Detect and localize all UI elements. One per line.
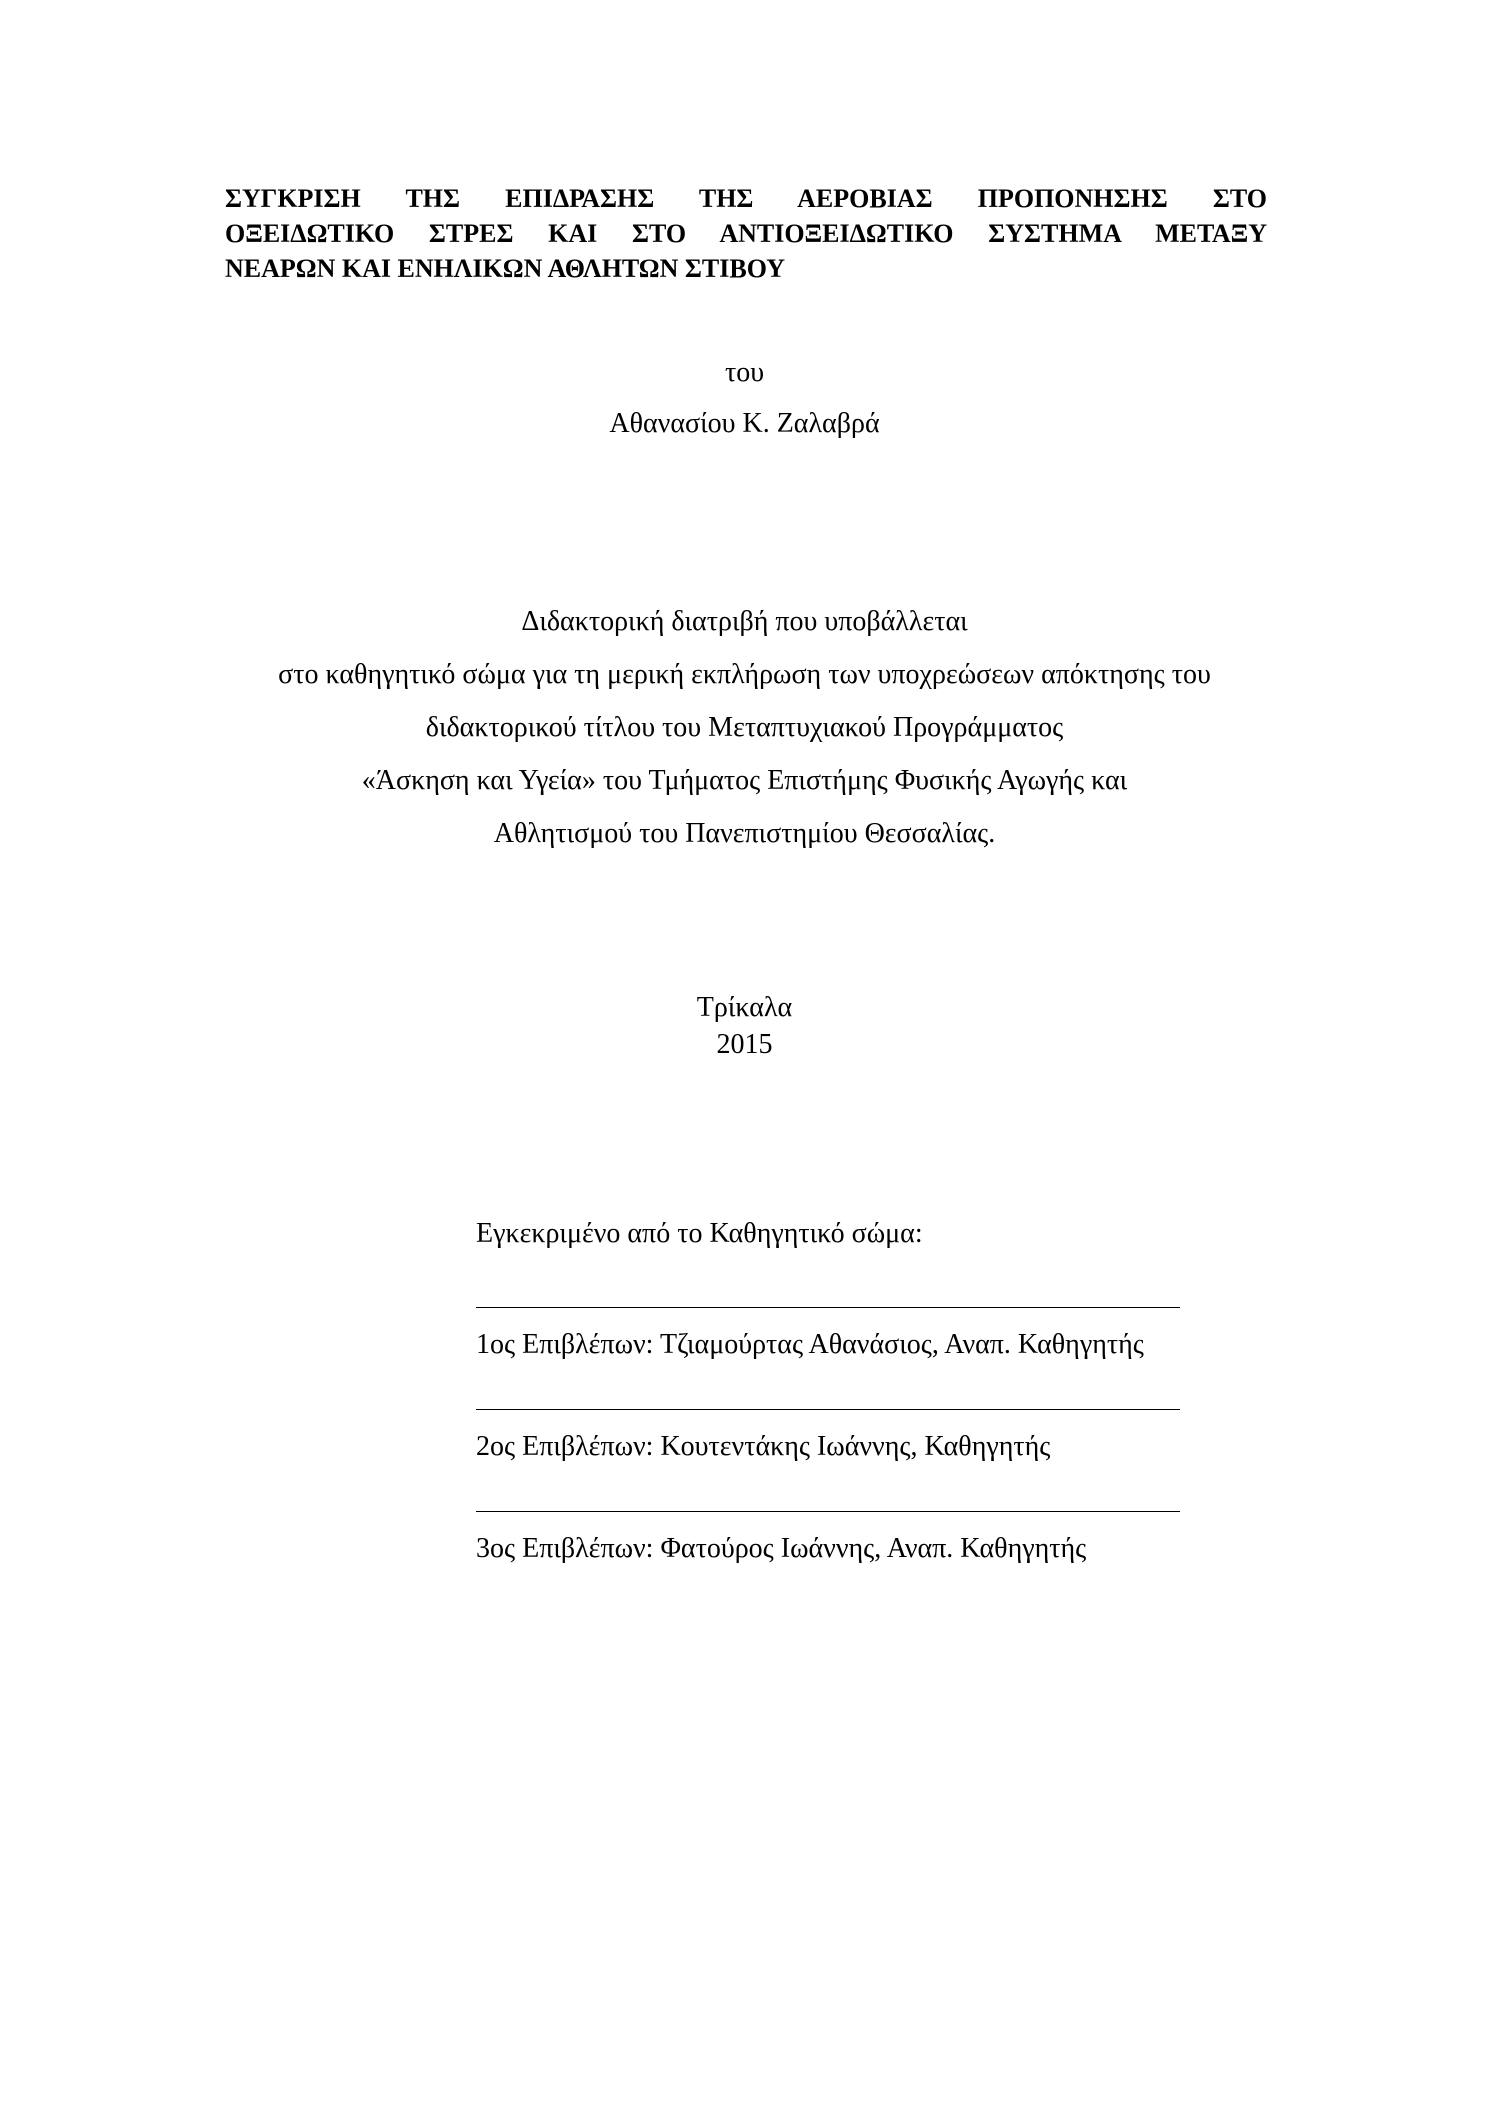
signature-line-2 [476, 1409, 1180, 1410]
thesis-line-1: Διδακτορική διατριβή που υποβάλλεται [521, 606, 968, 637]
committee-member-3: 3ος Επιβλέπων: Φατούρος Ιωάννης, Αναπ. Καθηγητής [476, 1533, 1087, 1564]
thesis-line-5: Αθλητισμού του Πανεπιστημίου Θεσσαλίας. [493, 818, 996, 849]
signature-line-1 [476, 1307, 1180, 1308]
by-label: του [724, 357, 765, 388]
place-and-date [0, 989, 1489, 1063]
thesis-statement [0, 595, 1489, 860]
thesis-line-4: «Άσκηση και Υγεία» του Τμήματος Επιστήμης Φυσικής Αγωγής και [361, 765, 1128, 796]
thesis-line-2: στο καθηγητικό σώμα για τη μερική εκπλήρωση των υποχρεώσεων απόκτησης του [278, 659, 1211, 690]
title-line-1: ΣΥΓΚΡΙΣΗ ΤΗΣ ΕΠΙΔΡΑΣΗΣ ΤΗΣ ΑΕΡΟΒΙΑΣ ΠΡΟΠΟΝΗΣΗΣ ΣΤΟ [225, 184, 1267, 213]
title-line-2: ΟΞΕΙΔΩΤΙΚΟ ΣΤΡΕΣ ΚΑΙ ΣΤΟ ΑΝΤΙΟΞΕΙΔΩΤΙΚΟ ΣΥΣΤΗΜΑ ΜΕΤΑΞΥ [225, 219, 1267, 248]
committee-member-1: 1ος Επιβλέπων: Τζιαμούρτας Αθανάσιος, Αναπ. Καθηγητής [476, 1329, 1144, 1360]
committee-heading: Εγκεκριμένο από το Καθηγητικό σώμα: [476, 1218, 923, 1249]
signature-line-3 [476, 1511, 1180, 1512]
thesis-line-3: διδακτορικού τίτλου του Μεταπτυχιακού Προγράμματος [425, 712, 1064, 743]
city: Τρίκαλα [696, 992, 793, 1023]
committee-member-2: 2ος Επιβλέπων: Κουτεντάκης Ιωάννης, Καθηγητής [476, 1431, 1051, 1462]
title-line-3: ΝΕΑΡΩΝ ΚΑΙ ΕΝΗΛΙΚΩΝ ΑΘΛΗΤΩΝ ΣΤΙΒΟΥ [225, 254, 786, 283]
year: 2015 [716, 1029, 773, 1060]
author-name: Αθανασίου Κ. Ζαλαβρά [609, 408, 880, 439]
thesis-title [225, 181, 1267, 286]
